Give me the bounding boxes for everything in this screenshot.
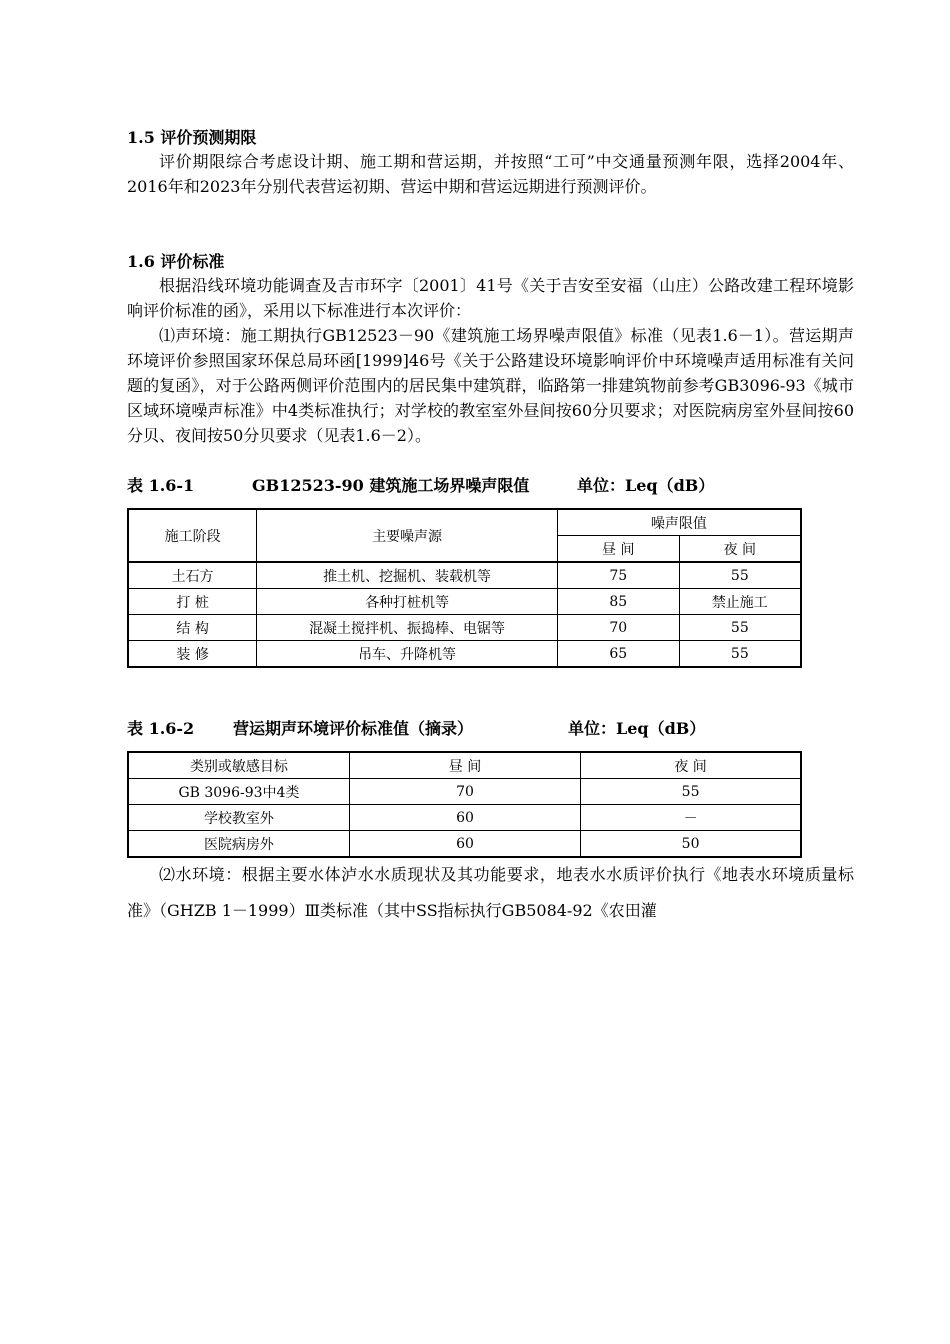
table2-caption-unit: 单位：Leq（dB） — [568, 719, 706, 738]
cell-target: 医院病房外 — [128, 831, 349, 858]
cell-night: 55 — [679, 615, 801, 641]
table1-caption-number: 表 1.6-1 — [127, 476, 195, 495]
table2-caption — [127, 718, 705, 740]
header-stage: 施工阶段 — [128, 509, 257, 562]
cell-day: 60 — [349, 805, 580, 831]
water-standard-text: ⑵水环境：根据主要水体泸水水质现状及其功能要求，地表水水质评价执行《地表水环境质量标准》（GHZB 1－1999）Ⅲ类标准（其中SS指标执行GB5084-92《农田灌 — [127, 865, 854, 920]
cell-day: 65 — [557, 641, 679, 668]
table-row — [128, 831, 801, 858]
cell-night: 55 — [679, 562, 801, 589]
section-1-5-heading: 1.5 评价预测期限 — [127, 128, 257, 147]
cell-day: 75 — [557, 562, 679, 589]
cell-target: 学校教室外 — [128, 805, 349, 831]
header-day: 昼 间 — [349, 752, 580, 779]
cell-source: 吊车、升降机等 — [257, 641, 558, 668]
cell-stage: 装 修 — [128, 641, 257, 668]
header-day: 昼 间 — [557, 536, 679, 563]
table-row — [128, 641, 801, 668]
table-header-row — [128, 752, 801, 779]
cell-source: 混凝土搅拌机、振捣棒、电锯等 — [257, 615, 558, 641]
cell-night: 50 — [581, 831, 801, 858]
header-source: 主要噪声源 — [257, 509, 558, 562]
table-row — [128, 779, 801, 805]
header-limit: 噪声限值 — [557, 509, 801, 536]
table1-caption-title: GB12523-90 建筑施工场界噪声限值 — [252, 476, 530, 495]
cell-day: 60 — [349, 831, 580, 858]
cell-night: － — [581, 805, 801, 831]
section-1-6-heading: 1.6 评价标准 — [127, 252, 225, 271]
cell-day: 85 — [557, 589, 679, 615]
cell-night: 55 — [581, 779, 801, 805]
section-1-5-paragraph — [127, 149, 854, 199]
header-night: 夜 间 — [679, 536, 801, 563]
cell-target: GB 3096-93中4类 — [128, 779, 349, 805]
header-target: 类别或敏感目标 — [128, 752, 349, 779]
cell-stage: 打 桩 — [128, 589, 257, 615]
section-1-6-body — [127, 273, 854, 448]
table-header-row — [128, 509, 801, 536]
table2-caption-title: 营运期声环境评价标准值（摘录） — [233, 719, 474, 738]
cell-source: 各种打桩机等 — [257, 589, 558, 615]
cell-night: 55 — [679, 641, 801, 668]
noise-standard-text: ⑴声环境：施工期执行GB12523－90《建筑施工场界噪声限值》标准（见表1.6－1）。营运期声环境评价参照国家环保总局环函[1999]46号《关于公路建设环境影响评价中环境噪声适用标准有关问题的复函》，对于公路两侧评价范围内的居民集中建筑群，临路第一排建筑物前参考GB3096-93《城市区域环境噪声标准》中4类标准执行；对学校的教室室外昼间按60分贝要求；对医院病房室外昼间按60分贝、夜间按50分贝要求（见表1.6－2）。 — [127, 326, 854, 445]
table-row — [128, 562, 801, 589]
table1-caption — [127, 475, 714, 497]
water-standard-section — [127, 857, 854, 929]
table-row — [128, 589, 801, 615]
operation-noise-table — [127, 751, 802, 858]
cell-day: 70 — [557, 615, 679, 641]
cell-source: 推土机、挖掘机、装载机等 — [257, 562, 558, 589]
table-row — [128, 805, 801, 831]
standards-intro-text: 根据沿线环境功能调查及吉市环字〔2001〕41号《关于吉安至安福（山庄）公路改建工程环境影响评价标准的函》，采用以下标准进行本次评价： — [127, 276, 854, 320]
table-row — [128, 615, 801, 641]
cell-night: 禁止施工 — [679, 589, 801, 615]
cell-stage: 结 构 — [128, 615, 257, 641]
table1-caption-unit: 单位：Leq（dB） — [577, 476, 715, 495]
table2-caption-number: 表 1.6-2 — [127, 719, 195, 738]
construction-noise-table — [127, 508, 802, 668]
cell-stage: 土石方 — [128, 562, 257, 589]
header-night: 夜 间 — [581, 752, 801, 779]
evaluation-period-text: 评价期限综合考虑设计期、施工期和营运期，并按照“工可”中交通量预测年限，选择2004年、2016年和2023年分别代表营运初期、营运中期和营运远期进行预测评价。 — [127, 152, 854, 196]
cell-day: 70 — [349, 779, 580, 805]
